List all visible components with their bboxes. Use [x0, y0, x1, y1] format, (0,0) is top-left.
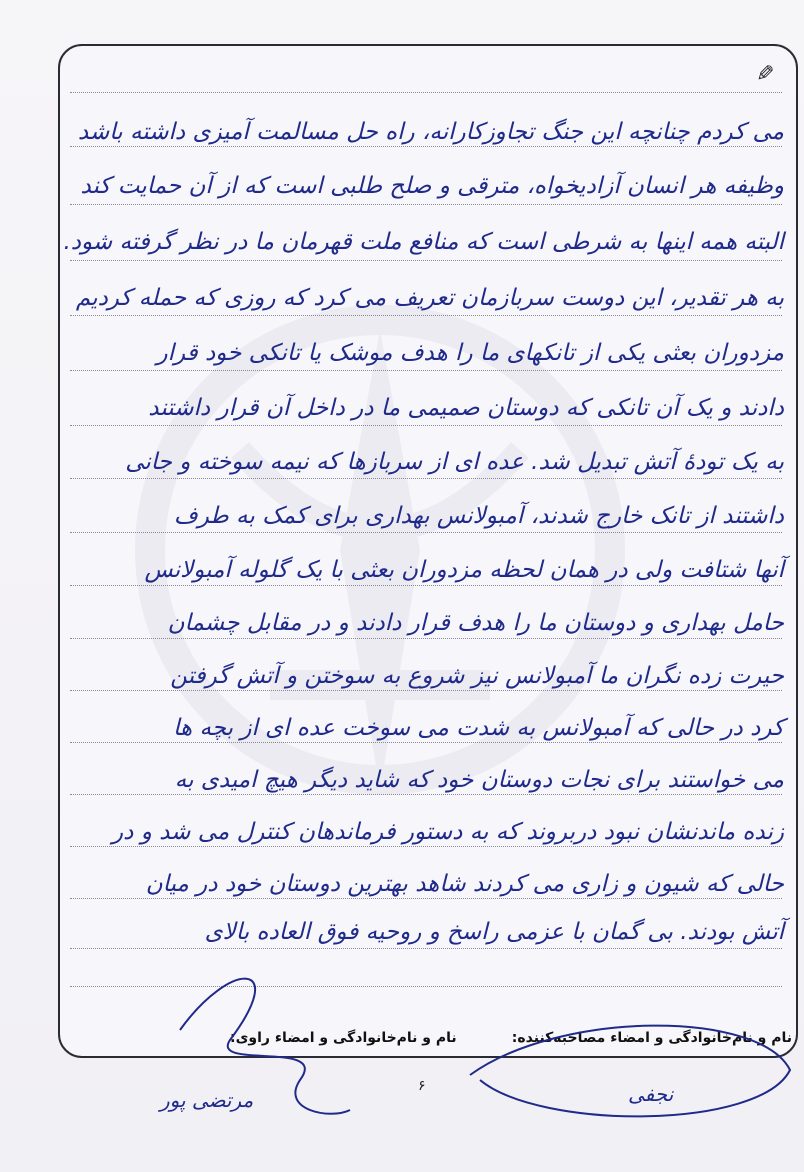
page-number: ۶ — [418, 1078, 426, 1094]
signature-footer — [60, 1006, 792, 1046]
handwritten-line: به هر تقدیر، این دوست سربازمان تعریف می کرد که روزی که حمله کردیم — [75, 285, 784, 311]
handwritten-line: دادند و یک آن تانکی که دوستان صمیمی ما در داخل آن قرار داشتند — [148, 395, 784, 421]
pencil-icon: ✎ — [755, 62, 774, 87]
handwritten-line: مزدوران بعثی یکی از تانکهای ما را هدف موشک یا تانکی خود قرار — [156, 340, 784, 366]
handwritten-line: زنده ماندنشان نبود دربروند که به دستور فرماندهان کنترل می شد و در — [112, 819, 784, 845]
handwritten-line: آنها شتافت ولی در همان لحظه مزدوران بعثی با یک گلوله آمبولانس — [144, 557, 784, 583]
handwritten-line: به یک تودهٔ آتش تبدیل شد. عده ای از سربازها که نیمه سوخته و جانی — [125, 449, 784, 475]
handwritten-line: حیرت زده نگران ما آمبولانس نیز شروع به سوختن و آتش گرفتن — [170, 663, 784, 689]
handwritten-line: می خواستند برای نجات دوستان خود که شاید دیگر هیچ امیدی به — [174, 767, 784, 793]
handwritten-line: کرد در حالی که آمبولانس به شدت می سوخت عده ای از بچه ها — [173, 715, 784, 741]
handwritten-line: حامل بهداری و دوستان ما را هدف قرار دادند و در مقابل چشمان — [167, 610, 784, 636]
handwritten-line: داشتند از تانک خارج شدند، آمبولانس بهداری برای کمک به طرف — [173, 503, 784, 529]
handwritten-line: وظیفه هر انسان آزادیخواه، مترقی و صلح طلبی است که از آن حمایت کند — [80, 173, 784, 199]
rule-line — [70, 986, 782, 987]
narrator-signature: مرتضی پور — [160, 1088, 254, 1112]
handwritten-line: البته همه اینها به شرطی است که منافع ملت قهرمان ما در نظر گرفته شود. — [63, 229, 784, 255]
rule-line — [70, 92, 782, 93]
handwritten-line: حالی که شیون و زاری می کردند شاهد بهترین دوستان خود در میان — [145, 871, 784, 897]
interviewer-signature-label: نام و نام‌خانوادگی و امضاء مصاحبه‌کننده: — [511, 1030, 792, 1046]
narrator-signature-label: نام و نام‌خانوادگی و امضاء راوی: — [230, 1030, 457, 1046]
interviewer-signature: نجفی — [628, 1082, 674, 1106]
handwritten-line: آتش بودند. بی گمان با عزمی راسخ و روحیه فوق العاده بالای — [204, 919, 784, 945]
handwritten-line: می کردم چنانچه این جنگ تجاوزکارانه، راه حل مسالمت آمیزی داشته باشد — [77, 119, 784, 145]
